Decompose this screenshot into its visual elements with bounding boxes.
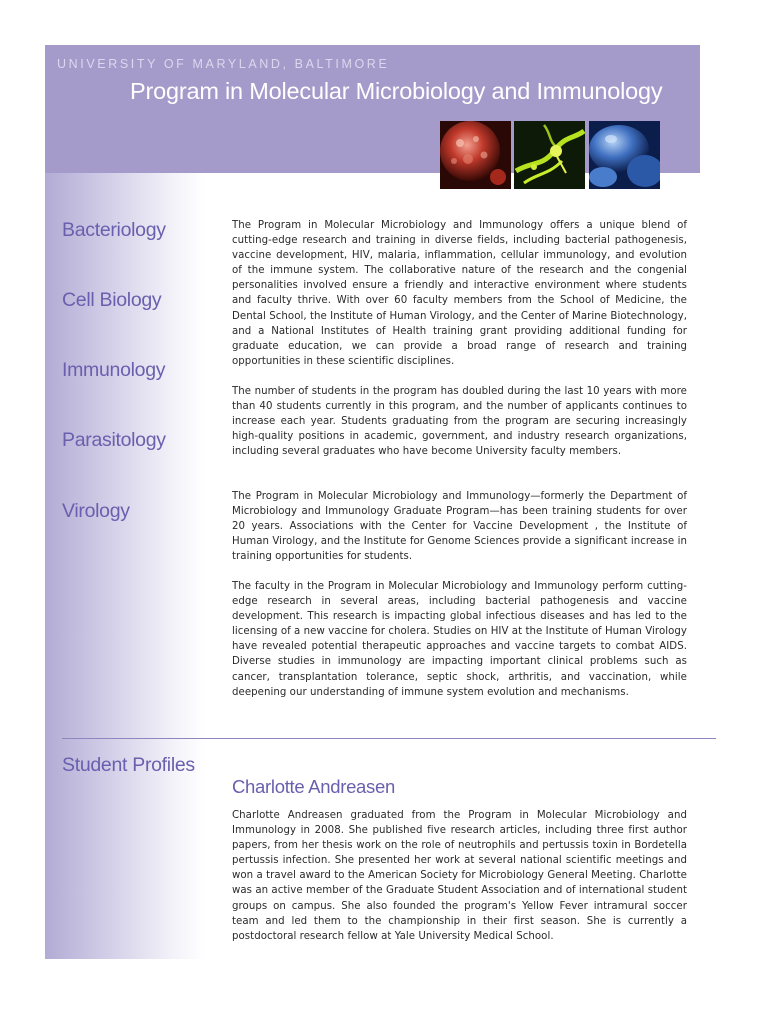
topic-bacteriology: Bacteriology — [62, 219, 166, 241]
program-title: Program in Molecular Microbiology and Immunology — [130, 78, 663, 104]
topic-virology: Virology — [62, 500, 130, 522]
faculty-paragraph: The faculty in the Program in Molecular Microbiology and Immunology perform cutting-edge research in several areas, including bacterial pathogenesis and vaccine development. This research is impacting global infectious diseases and has led to the licensing of a new vaccine for cholera. Studies on HIV at the Institute of Human Virology have revealed potential therapeutic approaches and vaccine targets to combat AIDS. Diverse studies in immunology are impacting important clinical problems such as cancer, transplantation tolerance, septic shock, arthritis, and vaccination, while deepening our understanding of immune system evolution and mechanisms. — [232, 581, 687, 698]
topic-cell-biology: Cell Biology — [62, 289, 162, 311]
section-divider — [62, 738, 716, 739]
microbe-photo-red — [440, 121, 511, 189]
students-paragraph: The number of students in the program has doubled during the last 10 years with more than 40 students currently in this program, and the number of applicants continues to increase each year. Students graduating from the program are securing increasingly high-quality positions in academic, government, and industry research organizations, including several graduates who have become University faculty members. — [232, 386, 687, 458]
history-paragraph: The Program in Molecular Microbiology and Immunology—formerly the Department of Microbiology and Immunology Graduate Program—has been training students for over 20 years. Associations with the Center for Vaccine Development , the Institute of Human Virology, and the Institute for Genome Sciences provide a significant increase in training opportunities for students. — [232, 491, 687, 563]
topic-immunology: Immunology — [62, 359, 166, 381]
profile-paragraph: Charlotte Andreasen graduated from the Program in Molecular Microbiology and Immunology in 2008. She published five research articles, including three first author papers, from her thesis work on the role of neutrophils and pertussis toxin in Bordetella pertussis infection. She presented her work at several national scientific meetings and won a travel award to the American Society for Microbiology General Meeting. Charlotte was an active member of the Graduate Student Association and of international student groups on campus. She also founded the program's Yellow Fever intramural soccer team and led them to the championship in their first season. She is currently a postdoctoral research fellow at Yale University Medical School. — [232, 810, 687, 942]
header-banner — [45, 45, 700, 173]
profile-name: Charlotte Andreasen — [232, 776, 395, 797]
microbe-photo-blue — [589, 121, 660, 189]
topic-parasitology: Parasitology — [62, 429, 166, 451]
microbe-photo-green — [514, 121, 585, 189]
university-name: UNIVERSITY OF MARYLAND, BALTIMORE — [57, 57, 390, 71]
student-profiles-heading: Student Profiles — [62, 754, 195, 776]
intro-paragraph: The Program in Molecular Microbiology and Immunology offers a unique blend of cutting-edge research and training in diverse fields, including bacterial pathogenesis, vaccine development, HIV, malaria, inflammation, cellular immunology, and evolution of the immune system. The collaborative nature of the research and the congenial personalities involved ensure a friendly and interactive environment where students and faculty thrive. With over 60 faculty members from the School of Medicine, the Dental School, the Institute of Human Virology, and the Center of Marine Biotechnology, and a National Institutes of Health training grant providing additional funding for graduate education, we can provide a broad range of research and training opportunities in these scientific disciplines. — [232, 220, 687, 367]
